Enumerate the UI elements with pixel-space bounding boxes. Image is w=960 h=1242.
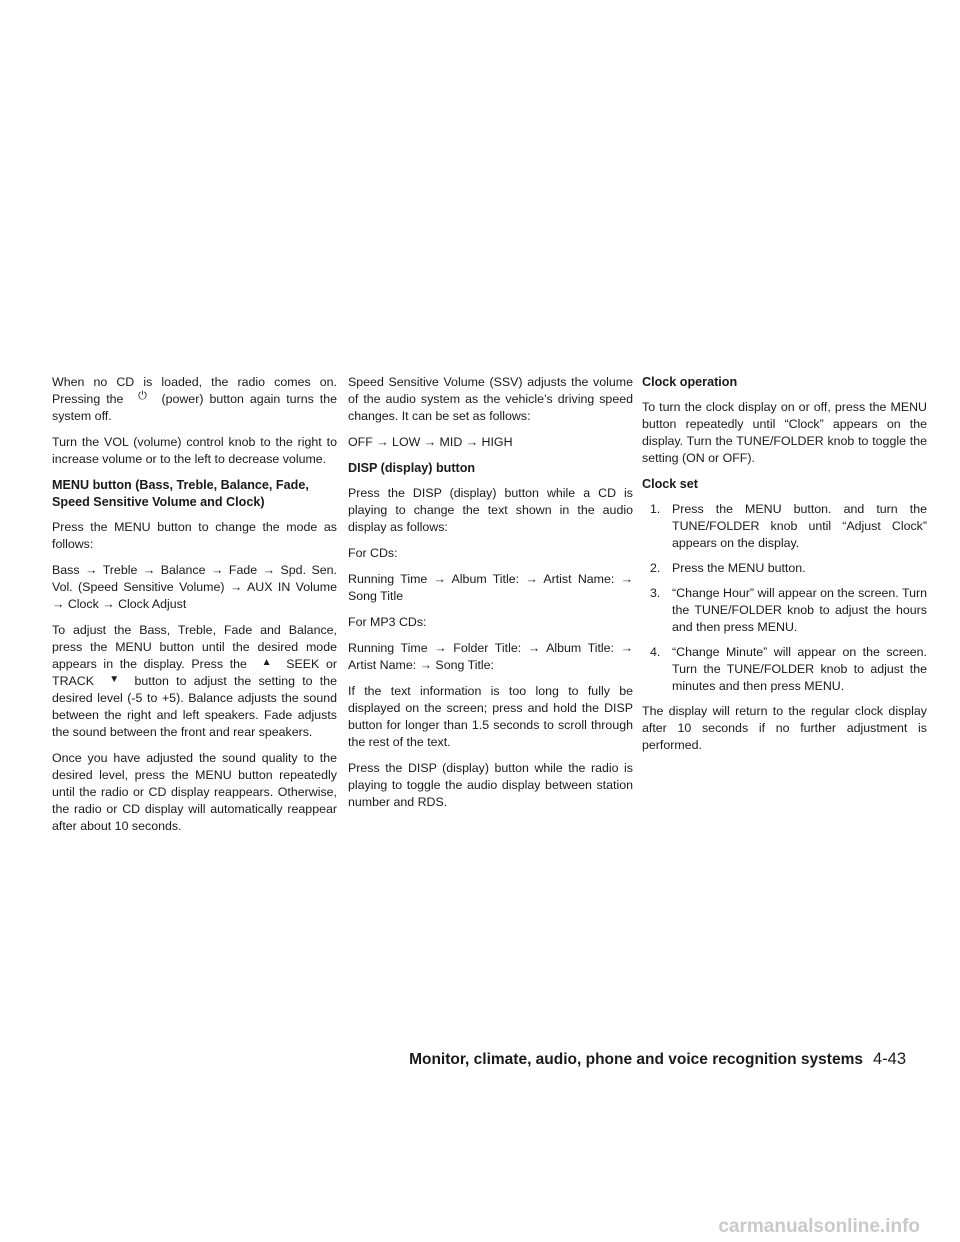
heading-menu-button: MENU button (Bass, Treble, Balance, Fade, Speed Sensitive Volume and Clock) bbox=[52, 478, 309, 509]
paragraph-cd-sequence: Running Time → Album Title: → Artist Name: → Song Title bbox=[348, 572, 633, 603]
paragraph-clock-return: The display will return to the regular clock display after 10 seconds if no further adjustment is performed. bbox=[642, 704, 927, 752]
paragraph-for-cds: For CDs: bbox=[348, 546, 398, 560]
clock-set-steps bbox=[642, 501, 927, 695]
paragraph-disp-intro: Press the DISP (display) button while a CD is playing to change the text shown in the audio display as follows: bbox=[348, 486, 633, 534]
paragraph-power: When no CD is loaded, the radio comes on. Pressing the ⏻ (power) button again turns the system off. bbox=[52, 375, 338, 423]
page-number: 4-43 bbox=[872, 1050, 906, 1068]
paragraph-for-mp3: For MP3 CDs: bbox=[348, 615, 427, 629]
list-item: 4. “Change Minute” will appear on the screen. Turn the TUNE/FOLDER knob to adjust the minutes and then press MENU. bbox=[650, 645, 927, 693]
paragraph-menu-sequence: Bass → Treble → Balance → Fade → Spd. Sen. Vol. (Speed Sensitive Volume) → AUX IN Volume → Clock → Clock Adjust bbox=[52, 563, 337, 611]
page-footer bbox=[409, 1050, 906, 1069]
paragraph-clock-toggle: To turn the clock display on or off, press the MENU button repeatedly until “Clock” appears on the display. Turn the TUNE/FOLDER knob to toggle the setting (ON or OFF). bbox=[642, 400, 927, 465]
paragraph-radio-disp: Press the DISP (display) button while the radio is playing to toggle the audio display between station number and RDS. bbox=[348, 761, 633, 809]
list-item: 3. “Change Hour” will appear on the screen. Turn the TUNE/FOLDER knob to adjust the hours and then press MENU. bbox=[650, 586, 927, 634]
section-title: Monitor, climate, audio, phone and voice recognition systems bbox=[409, 1051, 863, 1068]
power-icon: ⏻ bbox=[138, 390, 147, 402]
paragraph-ssv-levels: OFF → LOW → MID → HIGH bbox=[348, 435, 513, 449]
paragraph-scroll: If the text information is too long to fully be displayed on the screen; press and hold the DISP button for longer than 1.5 seconds to scroll through the rest of the text. bbox=[348, 684, 633, 749]
heading-disp-button: DISP (display) button bbox=[348, 461, 476, 475]
paragraph-volume: Turn the VOL (volume) control knob to the right to increase volume or to the left to decrease volume. bbox=[52, 435, 337, 466]
heading-clock-set: Clock set bbox=[642, 477, 698, 491]
paragraph-ssv: Speed Sensitive Volume (SSV) adjusts the volume of the audio system as the vehicle’s driving speed changes. It can be set as follows: bbox=[348, 375, 633, 423]
seek-up-icon: ▲ bbox=[261, 657, 272, 668]
heading-clock-operation: Clock operation bbox=[642, 375, 738, 389]
list-item: 1. Press the MENU button. and turn the TUNE/FOLDER knob until “Adjust Clock” appears on the display. bbox=[650, 502, 927, 550]
paragraph-mp3-sequence: Running Time → Folder Title: → Album Title: → Artist Name: → Song Title: bbox=[348, 641, 633, 672]
list-item: 2. Press the MENU button. bbox=[650, 561, 806, 575]
track-down-icon: ▼ bbox=[109, 674, 120, 685]
column-3 bbox=[642, 374, 927, 763]
paragraph-adjust: To adjust the Bass, Treble, Fade and Balance, press the MENU button until the desired mode appears in the display. Press the ▲ SEEK or TRACK ▼ button to adjust the setting to the desired level (-5 to +5). Balance adjusts the sound between the right and left speakers. Fade adjusts the sound between the front and rear speakers. bbox=[52, 623, 338, 739]
column-2 bbox=[348, 374, 633, 820]
paragraph-menu-intro: Press the MENU button to change the mode as follows: bbox=[52, 520, 337, 551]
watermark: carmanualsonline.info bbox=[718, 1216, 920, 1237]
column-1 bbox=[52, 374, 337, 844]
paragraph-once-adjusted: Once you have adjusted the sound quality to the desired level, press the MENU button repeatedly until the radio or CD display reappears. Otherwise, the radio or CD display will automatically reappear after about 10 seconds. bbox=[52, 751, 337, 833]
